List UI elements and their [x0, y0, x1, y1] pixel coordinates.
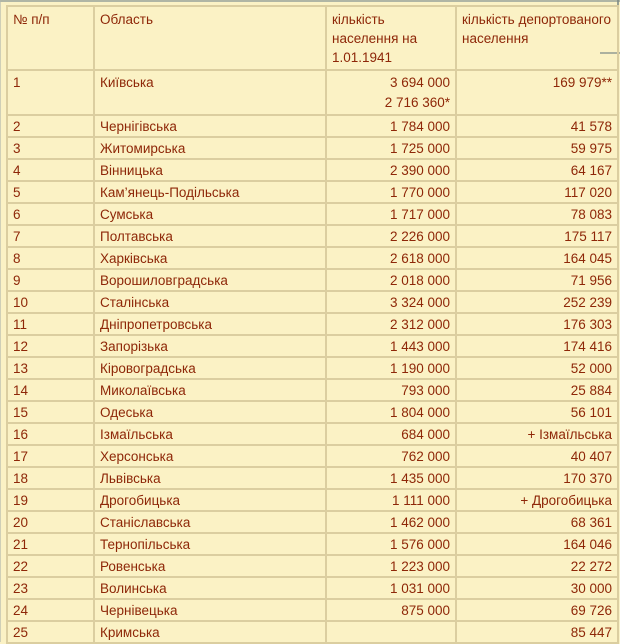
population-value: 793 000: [401, 383, 450, 398]
deported-cell: 59 975: [456, 137, 618, 159]
deported-cell: 68 361: [456, 511, 618, 533]
scan-edge-top: [0, 0, 620, 2]
oblast-cell: Ізмаїльська: [94, 423, 326, 445]
population-value: 1 111 000: [391, 493, 450, 508]
table-row: [7, 467, 618, 489]
table-row: [7, 423, 618, 445]
row-number-cell: 2: [7, 115, 94, 137]
row-number-cell: 18: [7, 467, 94, 489]
table-row: [7, 357, 618, 379]
population-cell: [326, 401, 456, 423]
population-value: 1 443 000: [389, 339, 450, 354]
deported-cell: 117 020: [456, 181, 618, 203]
population-cell: [326, 555, 456, 577]
population-cell: [326, 379, 456, 401]
table-row: [7, 203, 618, 225]
row-number-cell: 4: [7, 159, 94, 181]
population-cell: [326, 137, 456, 159]
oblast-cell: Кіровоградська: [94, 357, 326, 379]
deported-cell: 164 045: [456, 247, 618, 269]
population-cell: [326, 599, 456, 621]
population-cell: [326, 115, 456, 137]
header-row-number: № п/п: [7, 6, 94, 70]
population-cell: [326, 70, 456, 115]
deported-cell: 64 167: [456, 159, 618, 181]
population-cell: [326, 357, 456, 379]
row-number-cell: 5: [7, 181, 94, 203]
population-cell: [326, 159, 456, 181]
row-number-cell: 17: [7, 445, 94, 467]
table-body: [7, 70, 618, 643]
row-number-cell: 21: [7, 533, 94, 555]
deported-cell: 169 979**: [456, 70, 618, 115]
population-cell: [326, 445, 456, 467]
population-cell: [326, 533, 456, 555]
table-row: [7, 577, 618, 599]
population-cell: [326, 577, 456, 599]
deported-cell: 85 447: [456, 621, 618, 643]
row-number-cell: 25: [7, 621, 94, 643]
population-cell: [326, 291, 456, 313]
deported-cell: 41 578: [456, 115, 618, 137]
deported-cell: 30 000: [456, 577, 618, 599]
population-value: 1 784 000: [389, 119, 450, 134]
population-cell: [326, 511, 456, 533]
table-header-row: [7, 6, 618, 70]
row-number-cell: 23: [7, 577, 94, 599]
population-cell: [326, 247, 456, 269]
table-row: [7, 401, 618, 423]
table-row: [7, 225, 618, 247]
deported-cell: 170 370: [456, 467, 618, 489]
row-number-cell: 8: [7, 247, 94, 269]
table-row: [7, 313, 618, 335]
population-value: 2 390 000: [389, 163, 450, 178]
oblast-cell: Київська: [94, 70, 326, 115]
population-cell: [326, 225, 456, 247]
population-cell: [326, 313, 456, 335]
oblast-cell: Чернігівська: [94, 115, 326, 137]
oblast-cell: Херсонська: [94, 445, 326, 467]
deported-cell: 56 101: [456, 401, 618, 423]
row-number-cell: 10: [7, 291, 94, 313]
deported-cell: 78 083: [456, 203, 618, 225]
deported-cell: 22 272: [456, 555, 618, 577]
oblast-cell: Миколаївська: [94, 379, 326, 401]
row-number-cell: 13: [7, 357, 94, 379]
population-value: 1 576 000: [389, 537, 450, 552]
population-value: 1 435 000: [389, 471, 450, 486]
population-value: 1 462 000: [389, 515, 450, 530]
row-number-cell: 1: [7, 70, 94, 115]
deported-cell: 40 407: [456, 445, 618, 467]
row-number-cell: 7: [7, 225, 94, 247]
population-value: 3 324 000: [389, 295, 450, 310]
population-value: 684 000: [401, 427, 450, 442]
population-value: 2 312 000: [389, 317, 450, 332]
table-row: [7, 269, 618, 291]
row-number-cell: 6: [7, 203, 94, 225]
header-oblast: Область: [94, 6, 326, 70]
deported-cell: + Ізмаїльська: [456, 423, 618, 445]
row-number-cell: 9: [7, 269, 94, 291]
population-value: 3 694 000: [389, 75, 450, 90]
population-cell: [326, 203, 456, 225]
population-value: 1 725 000: [389, 141, 450, 156]
table-row: [7, 511, 618, 533]
population-cell: [326, 269, 456, 291]
table-row: [7, 599, 618, 621]
population-value: 1 190 000: [389, 361, 450, 376]
table-row: [7, 379, 618, 401]
row-number-cell: 11: [7, 313, 94, 335]
population-cell: [326, 467, 456, 489]
table-row: [7, 335, 618, 357]
table-row: [7, 291, 618, 313]
table-row: [7, 115, 618, 137]
row-number-cell: 19: [7, 489, 94, 511]
table-row: [7, 159, 618, 181]
oblast-cell: Ровенська: [94, 555, 326, 577]
row-number-cell: 3: [7, 137, 94, 159]
population-value: 762 000: [401, 449, 450, 464]
oblast-cell: Дніпропетровська: [94, 313, 326, 335]
population-cell: [326, 489, 456, 511]
oblast-cell: Чернівецька: [94, 599, 326, 621]
row-number-cell: 14: [7, 379, 94, 401]
deported-cell: + Дрогобицька: [456, 489, 618, 511]
oblast-cell: Тернопільська: [94, 533, 326, 555]
deported-population-table: [6, 5, 619, 644]
population-cell: [326, 181, 456, 203]
deported-cell: 52 000: [456, 357, 618, 379]
population-value: 2 618 000: [389, 251, 450, 266]
row-number-cell: 20: [7, 511, 94, 533]
oblast-cell: Сумська: [94, 203, 326, 225]
row-number-cell: 16: [7, 423, 94, 445]
deported-cell: 252 239: [456, 291, 618, 313]
population-value: 1 804 000: [389, 405, 450, 420]
population-cell: [326, 423, 456, 445]
deported-cell: 69 726: [456, 599, 618, 621]
population-value: 1 223 000: [389, 559, 450, 574]
table-row: [7, 247, 618, 269]
header-deported-population: кількість депортованого населення: [456, 6, 618, 70]
row-number-cell: 12: [7, 335, 94, 357]
oblast-cell: Ворошиловградська: [94, 269, 326, 291]
table-row: [7, 181, 618, 203]
table-row: [7, 70, 618, 115]
population-cell: [326, 621, 456, 643]
population-value: 2 226 000: [389, 229, 450, 244]
oblast-cell: Станіславська: [94, 511, 326, 533]
deported-cell: 164 046: [456, 533, 618, 555]
scan-edge-left: [0, 0, 1, 642]
population-value: 2 018 000: [389, 273, 450, 288]
header-population-1941: кількість населення на 1.01.1941: [326, 6, 456, 70]
oblast-cell: Дрогобицька: [94, 489, 326, 511]
table-row: [7, 489, 618, 511]
row-number-cell: 22: [7, 555, 94, 577]
population-cell: [326, 335, 456, 357]
population-corrected-value: 2 716 360*: [384, 95, 450, 110]
oblast-cell: Одеська: [94, 401, 326, 423]
oblast-cell: Волинська: [94, 577, 326, 599]
deported-cell: 175 117: [456, 225, 618, 247]
population-value: 1 031 000: [389, 581, 450, 596]
oblast-cell: Львівська: [94, 467, 326, 489]
oblast-cell: Запорізька: [94, 335, 326, 357]
table-row: [7, 445, 618, 467]
population-value: 1 717 000: [389, 207, 450, 222]
row-number-cell: 24: [7, 599, 94, 621]
oblast-cell: Кам’янець-Подільська: [94, 181, 326, 203]
table-row: [7, 137, 618, 159]
oblast-cell: Полтавська: [94, 225, 326, 247]
oblast-cell: Житомирська: [94, 137, 326, 159]
population-value: 1 770 000: [389, 185, 450, 200]
oblast-cell: Вінницька: [94, 159, 326, 181]
row-number-cell: 15: [7, 401, 94, 423]
table-row: [7, 621, 618, 643]
deported-cell: 25 884: [456, 379, 618, 401]
oblast-cell: Кримська: [94, 621, 326, 643]
deported-cell: 71 956: [456, 269, 618, 291]
table-row: [7, 555, 618, 577]
deported-cell: 176 303: [456, 313, 618, 335]
oblast-cell: Харківська: [94, 247, 326, 269]
oblast-cell: Сталінська: [94, 291, 326, 313]
population-value: 875 000: [401, 603, 450, 618]
table-row: [7, 533, 618, 555]
deported-cell: 174 416: [456, 335, 618, 357]
